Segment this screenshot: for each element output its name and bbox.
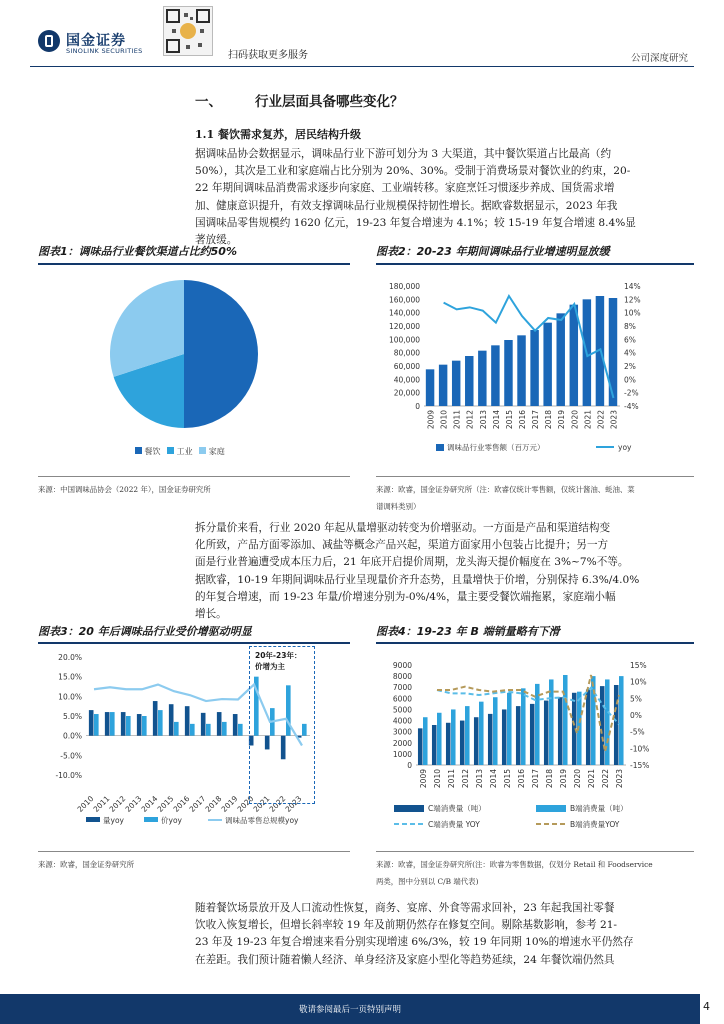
legend-swatch: [135, 447, 142, 454]
right-axis-tick: 10%: [630, 677, 647, 687]
bar: [158, 710, 163, 736]
bar: [504, 340, 512, 406]
left-axis-tick: 40,000: [393, 375, 420, 385]
bar: [439, 365, 447, 406]
figure-4-rule: [376, 642, 694, 644]
left-axis-tick: 0: [415, 402, 420, 411]
left-axis-tick: 9000: [392, 661, 412, 670]
x-axis-tick: 2023: [615, 769, 624, 789]
bar: [451, 709, 456, 765]
left-axis-tick: 3000: [392, 727, 412, 737]
right-axis-tick: -10%: [630, 744, 650, 754]
legend-label: yoy: [618, 443, 632, 452]
text-line: 在差距。我们预计随着懒人经济、单身经济及家庭小型化等趋势延续，24 年餐饮端仍然具: [195, 953, 615, 966]
figure-1-legend: [135, 446, 225, 457]
footer-disclaimer: 敬请参阅最后一页特别声明: [298, 1005, 401, 1015]
x-axis-tick: 2012: [107, 794, 128, 814]
x-axis-tick: 2018: [203, 794, 224, 814]
y-axis-tick: 5.0%: [62, 712, 82, 721]
x-axis-tick: 2013: [478, 410, 488, 430]
bar: [478, 351, 486, 406]
page-number: 4: [703, 1000, 710, 1013]
text-line: 饮收入恢复增长，但增长斜率较 19 年及前期仍然存在修复空间。剔除基数影响，参考 21-: [195, 919, 618, 932]
left-axis-tick: 20,000: [393, 388, 420, 398]
x-axis-tick: 2019: [219, 794, 240, 814]
x-axis-tick: 2014: [489, 769, 498, 789]
x-axis-tick: 2022: [267, 794, 288, 814]
x-axis-tick: 2019: [559, 769, 568, 789]
text-line: 的年复合增速，而 19-23 年量/价增速分别为-0%/4%，量主要受餐饮端拖累，家庭端小幅: [195, 590, 616, 603]
bar: [488, 714, 493, 765]
bar: [517, 335, 525, 406]
x-axis-tick: 2016: [517, 769, 526, 789]
bar: [530, 704, 535, 765]
bar: [563, 675, 568, 765]
bar: [507, 693, 512, 765]
x-axis-tick: 2023: [609, 410, 619, 430]
legend-label: 量yoy: [103, 816, 124, 825]
source-line: 来源：欧睿，国金证券研究所（注：欧睿仅统计零售额，仅统计酱油、蚝油、菜: [376, 485, 635, 494]
right-axis-tick: 0%: [630, 711, 642, 720]
x-axis-tick: 2019: [557, 410, 567, 430]
right-axis-tick: 2%: [624, 362, 636, 371]
bar: [426, 369, 434, 406]
bar: [614, 685, 619, 765]
left-axis-tick: 4000: [392, 716, 412, 726]
callout-line: 价增为主: [255, 662, 285, 671]
bar: [105, 712, 110, 736]
x-axis-tick: 2023: [283, 794, 304, 814]
x-axis-tick: 2012: [465, 410, 475, 430]
figure-2-rule: [376, 263, 694, 265]
figure-3-title: 图表3：20 年后调味品行业受价增驱动明显: [38, 625, 252, 638]
right-axis-tick: 15%: [630, 661, 647, 670]
x-axis-tick: 2020: [573, 769, 582, 789]
text-line: 国调味品零售规模约 1620 亿元，19-23 年复合增速为 4.1%；较 15-19 年复合增速 8.4%显: [195, 216, 636, 229]
bar: [126, 716, 131, 736]
callout-line: 20年-23年：: [255, 651, 302, 660]
legend-swatch: [536, 805, 566, 812]
x-axis-tick: 2013: [123, 794, 144, 814]
left-axis-tick: 140,000: [388, 308, 420, 318]
x-axis-tick: 2011: [91, 794, 112, 814]
bar: [217, 712, 222, 736]
x-axis-tick: 2010: [75, 794, 96, 814]
bar: [222, 722, 227, 736]
legend-swatch: [199, 447, 206, 454]
left-axis-tick: 60,000: [393, 362, 420, 371]
left-axis-tick: 80,000: [393, 348, 420, 358]
bar: [238, 724, 243, 736]
bar: [586, 689, 591, 765]
y-axis-tick: 20.0%: [58, 653, 82, 662]
x-axis-tick: 2017: [187, 794, 208, 814]
text-line: 50%），其次是工业和家庭端占比分别为 20%、30%。受制于消费场景对餐饮业的约束，20-: [195, 165, 631, 178]
figure-4-title: 图表4：19-23 年 B 端销量略有下滑: [376, 625, 560, 638]
right-axis-tick: 5%: [630, 694, 642, 704]
bar: [493, 697, 498, 765]
x-axis-tick: 2018: [544, 410, 554, 430]
bar: [474, 717, 479, 765]
x-axis-tick: 2013: [475, 769, 484, 789]
bar: [479, 702, 484, 765]
x-axis-tick: 2012: [461, 769, 470, 789]
header-rule: [30, 66, 694, 67]
x-axis-tick: 2022: [601, 769, 610, 789]
bar: [460, 721, 465, 765]
x-axis-tick: 2020: [235, 794, 256, 814]
figure-2-source: [376, 481, 696, 515]
x-axis-tick: 2010: [439, 410, 449, 430]
figure-1-source: 来源：中国调味品协会（2022 年），国金证券研究所: [38, 485, 211, 494]
left-axis-tick: 1000: [392, 749, 412, 759]
text-line: 随着餐饮场景放开及人口流动性恢复，商务、宴席、外食等需求回补，23 年起我国社零餐: [195, 902, 615, 914]
x-axis-tick: 2022: [596, 410, 606, 430]
bar: [233, 714, 238, 736]
bar: [558, 697, 563, 765]
text-line: 23 年及 19-23 年复合增速来看分别实现增速 6%/3%，较 19 年同期 10%的增速水平仍然存: [195, 936, 634, 949]
source-line: 来源：欧睿，国金证券研究所(注：欧睿为零售数据，仅划分 Retail 和 Foodservice: [376, 860, 653, 869]
report-type-label: 公司深度研究: [630, 53, 688, 64]
bar: [418, 728, 423, 765]
text-line: 22 年期间调味品消费需求逐步向家庭、工业端转移。家庭烹饪习惯逐步养成、国货需求增: [195, 182, 615, 195]
figure-3-source: 来源：欧睿，国金证券研究所: [38, 860, 135, 869]
text-line: 化所致，产品方面零添加、减盐等概念产品兴起，渠道方面家用小包装占比提升；另一方: [195, 539, 609, 552]
left-axis-tick: 120,000: [388, 322, 420, 331]
legend-swatch: [86, 817, 100, 822]
left-axis-tick: 5000: [392, 705, 412, 715]
text-line: 增长。: [195, 608, 227, 621]
bar: [94, 714, 99, 736]
x-axis-tick: 2014: [139, 794, 160, 814]
figure-2-title: 图表2：20-23 年期间调味品行业增速明显放缓: [376, 245, 610, 258]
bar: [516, 706, 521, 765]
brand-name-cn: 国金证券: [66, 33, 126, 49]
bar: [502, 709, 507, 765]
bar: [121, 712, 126, 736]
x-axis-tick: 2021: [251, 794, 272, 814]
bar: [206, 724, 211, 736]
figure-3-bottom-rule: [38, 851, 350, 852]
left-axis-tick: 180,000: [388, 282, 420, 291]
legend-label: C端消费量 YOY: [428, 820, 480, 829]
bar: [491, 345, 499, 406]
legend-label: 调味品行业零售额（百万元）: [447, 443, 545, 452]
source-line: 两类，图中分别以 C/B 端代表): [376, 877, 479, 886]
x-axis-tick: 2015: [155, 794, 176, 814]
legend-label: C端消费量（吨）: [428, 804, 486, 813]
bar: [432, 725, 437, 765]
figure-4-source: [376, 856, 698, 890]
text-line: 据欧睿，10-19 年期间调味品行业呈现量价齐升态势，且量增快于价增，分别保持 6.3%/4.0%: [195, 573, 640, 586]
x-axis-tick: 2011: [452, 410, 462, 430]
bar: [89, 710, 94, 736]
legend-label: 工业: [176, 447, 193, 456]
right-axis-tick: -5%: [630, 727, 645, 737]
bar: [605, 679, 610, 765]
left-axis-tick: 8000: [392, 672, 412, 682]
left-axis-tick: 0: [407, 761, 412, 770]
paragraph-1: [195, 146, 700, 249]
right-axis-tick: 6%: [624, 335, 636, 345]
legend-label: B端消费量（吨）: [570, 804, 628, 813]
bar: [142, 716, 147, 736]
section-title-text: 行业层面具备哪些变化？: [255, 94, 404, 110]
figure-2-chart: [376, 270, 694, 470]
figure-2-bottom-rule: [376, 476, 694, 477]
right-axis-tick: 4%: [624, 348, 636, 358]
left-axis-tick: 6000: [392, 694, 412, 704]
legend-label: 家庭: [208, 447, 225, 456]
legend-swatch: [394, 805, 424, 812]
legend-swatch: [167, 447, 174, 454]
bar: [201, 713, 206, 736]
legend-label: 餐饮: [144, 447, 161, 456]
left-axis-tick: 160,000: [388, 295, 420, 305]
bar: [446, 723, 451, 765]
y-axis-tick: -5.0%: [60, 751, 82, 761]
legend-label: B端消费量YOY: [570, 820, 620, 829]
section-title: [195, 90, 404, 110]
right-axis-tick: 8%: [624, 322, 636, 331]
bar: [437, 713, 442, 765]
bar: [423, 717, 428, 765]
bar: [543, 323, 551, 406]
bar: [530, 330, 538, 406]
y-axis-tick: 10.0%: [58, 692, 82, 702]
bar: [190, 724, 195, 736]
right-axis-tick: 14%: [624, 282, 641, 291]
text-line: 面是行业普遍遭受成本压力后，21 年底开启提价周期，龙头海天提价幅度在 3%~7%不等。: [195, 556, 629, 569]
figure-4-chart: [376, 645, 694, 845]
x-axis-tick: 2018: [545, 769, 554, 789]
x-axis-tick: 2014: [491, 410, 501, 430]
bar: [544, 701, 549, 765]
x-axis-tick: 2010: [433, 769, 442, 789]
y-axis-tick: 15.0%: [58, 672, 82, 682]
section-number: 一、: [195, 94, 222, 110]
x-axis-tick: 2020: [570, 410, 580, 430]
bar: [609, 298, 617, 406]
left-axis-tick: 100,000: [388, 335, 420, 345]
bar: [619, 676, 624, 765]
bar: [521, 688, 526, 765]
brand-logo-icon: [38, 30, 60, 52]
x-axis-tick: 2015: [504, 410, 514, 430]
legend-label: 调味品零售总规模yoy: [225, 816, 299, 825]
paragraph-3: [195, 900, 700, 969]
right-axis-tick: 0%: [624, 375, 636, 385]
legend-swatch: [144, 817, 158, 822]
x-axis-tick: 2015: [503, 769, 512, 789]
x-axis-tick: 2009: [419, 769, 428, 789]
pie-slice-catering: [184, 280, 258, 428]
text-line: 加、健康意识提升，有效支撑调味品行业规模保持韧性增长。据欧睿数据显示，2023 年我: [195, 199, 618, 212]
figure-3-callout: [255, 650, 302, 672]
x-axis-tick: 2009: [426, 410, 436, 430]
left-axis-tick: 7000: [392, 683, 412, 693]
text-line: 著放缓。: [195, 234, 238, 247]
right-axis-tick: 10%: [624, 308, 641, 318]
bar: [174, 722, 179, 736]
qr-label: 扫码获取更多服务: [228, 50, 308, 61]
x-axis-tick: 2017: [531, 769, 540, 789]
source-line: 谱调料类别）: [376, 502, 421, 511]
figure-1-bottom-rule: [38, 476, 350, 477]
figure-1-title: 图表1：调味品行业餐饮渠道占比约50%: [38, 245, 237, 258]
x-axis-tick: 2016: [518, 410, 527, 430]
bar: [169, 704, 174, 735]
bar: [110, 712, 115, 736]
bar: [153, 701, 158, 736]
bar: [452, 361, 460, 406]
x-axis-tick: 2021: [587, 769, 596, 789]
text-line: 拆分量价来看，行业 2020 年起从量增驱动转变为价增驱动。一方面是产品和渠道结构变: [195, 522, 611, 534]
figure-4-bottom-rule: [376, 851, 694, 852]
x-axis-tick: 2017: [531, 410, 541, 430]
x-axis-tick: 2016: [171, 794, 192, 814]
figure-1-rule: [38, 263, 350, 265]
figure-3-rule: [38, 642, 350, 644]
y-axis-tick: 0.0%: [62, 731, 82, 741]
right-axis-tick: -4%: [624, 402, 639, 411]
right-axis-tick: -15%: [630, 761, 650, 770]
bar: [465, 356, 473, 406]
bar: [185, 706, 190, 736]
left-axis-tick: 2000: [392, 738, 412, 748]
bar: [570, 305, 578, 406]
qr-code-icon[interactable]: [163, 6, 213, 56]
brand-name-en: SINOLINK SECURITIES: [66, 47, 143, 55]
paragraph-2: [195, 520, 700, 623]
bar: [137, 714, 142, 736]
x-axis-tick: 2021: [583, 410, 593, 430]
subsection-title: 1.1 餐饮需求复苏，居民结构升级: [195, 128, 361, 141]
x-axis-tick: 2011: [447, 769, 456, 789]
right-axis-tick: -2%: [624, 388, 639, 398]
legend-label: 价yoy: [161, 816, 182, 825]
y-axis-tick: -10.0%: [55, 771, 82, 780]
figure-1-pie-chart: [38, 268, 350, 468]
bar: [556, 313, 564, 406]
right-axis-tick: 12%: [624, 295, 641, 305]
text-line: 据调味品协会数据显示，调味品行业下游可划分为 3 大渠道，其中餐饮渠道占比最高（约: [195, 148, 612, 160]
bar: [465, 706, 470, 765]
legend-swatch: [436, 444, 444, 451]
